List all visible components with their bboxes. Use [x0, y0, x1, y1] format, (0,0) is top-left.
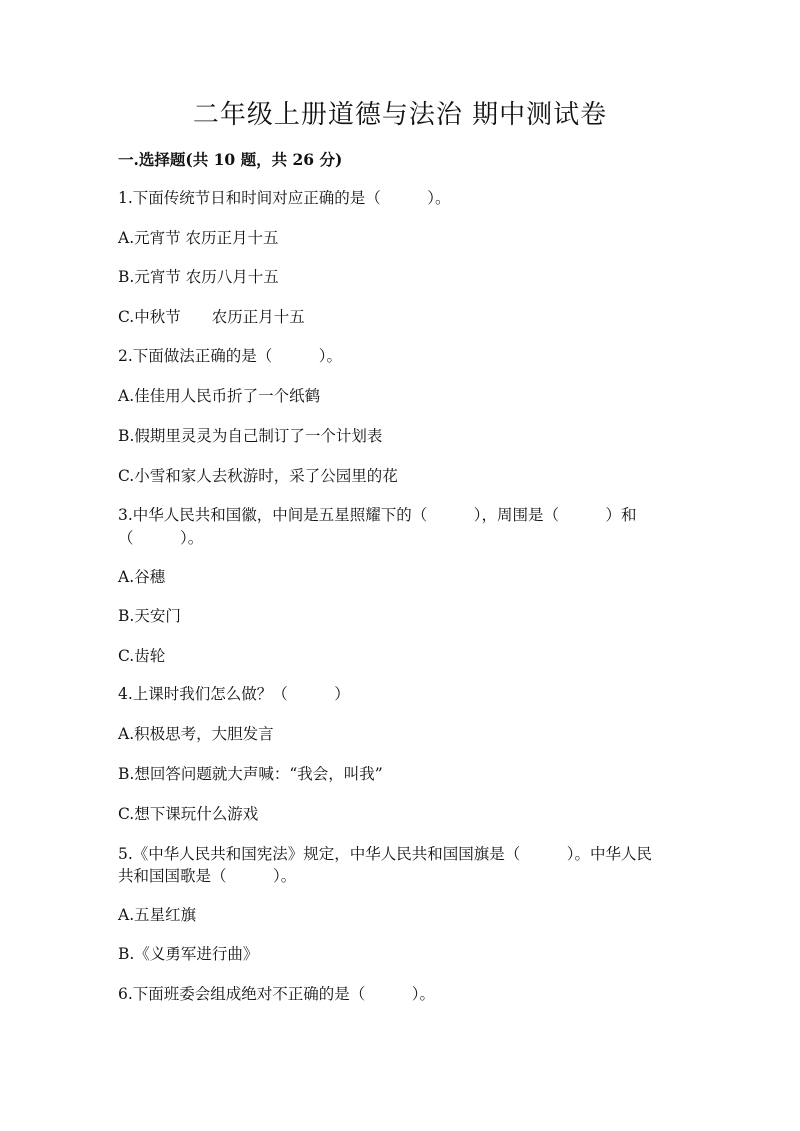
- question-5-option-b: B.《义勇军进行曲》: [118, 945, 259, 963]
- question-4-option-c: C.想下课玩什么游戏: [118, 805, 259, 823]
- question-3-stem-line1: 3.中华人民共和国徽，中间是五星照耀下的（ ），周围是（ ）和: [118, 506, 637, 524]
- question-3-option-c: C.齿轮: [118, 647, 166, 665]
- question-3-stem-line2: （ ）。: [118, 529, 204, 547]
- question-5-stem-line1: 5.《中华人民共和国宪法》规定，中华人民共和国国旗是（ ）。中华人民: [118, 845, 653, 863]
- question-4-option-b: B.想回答问题就大声喊：“我会，叫我”: [118, 765, 383, 783]
- question-2-option-b: B.假期里灵灵为自己制订了一个计划表: [118, 427, 383, 445]
- question-1-option-a: A.元宵节 农历正月十五: [118, 229, 279, 247]
- question-1-stem: 1.下面传统节日和时间对应正确的是（ ）。: [118, 189, 451, 207]
- question-1-option-b: B.元宵节 农历八月十五: [118, 268, 279, 286]
- question-5-option-a: A.五星红旗: [118, 906, 197, 924]
- question-4-stem: 4.上课时我们怎么做？（ ）: [118, 685, 350, 703]
- section-heading: 一.选择题(共 10 题，共 26 分): [118, 150, 343, 169]
- page-title: 二年级上册道德与法治 期中测试卷: [192, 100, 608, 130]
- question-3-option-a: A.谷穗: [118, 568, 166, 586]
- question-1-option-c: C.中秋节 农历正月十五: [118, 308, 305, 326]
- question-6-stem: 6.下面班委会组成绝对不正确的是（ ）。: [118, 985, 436, 1003]
- question-2-option-c: C.小雪和家人去秋游时，采了公园里的花: [118, 467, 398, 485]
- question-2-option-a: A.佳佳用人民币折了一个纸鹤: [118, 387, 321, 405]
- question-5-stem-line2: 共和国国歌是（ ）。: [118, 867, 297, 885]
- question-4-option-a: A.积极思考，大胆发言: [118, 725, 274, 743]
- question-2-stem: 2.下面做法正确的是（ ）。: [118, 347, 343, 365]
- question-3-option-b: B.天安门: [118, 607, 181, 625]
